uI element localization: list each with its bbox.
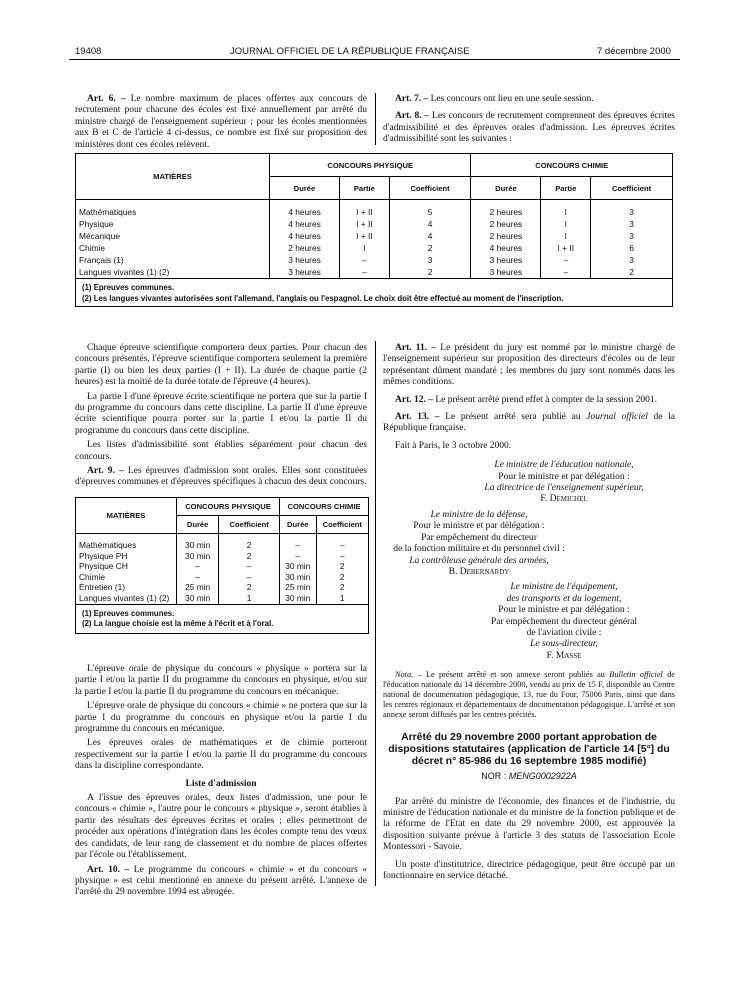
left-column-text-a [75, 343, 367, 489]
table-row [76, 551, 369, 562]
t2-cell: – [219, 561, 280, 572]
nor-label: NOR : [481, 771, 507, 782]
t2-cell: 30 min [177, 551, 219, 562]
t2-cell: 25 min [280, 582, 316, 593]
paragraph: L'épreuve orale de physique du concours « chimie » ne portera que sur la partie I du programme du concours en physique et/ou la partie I du programme du concours en mécanique. [75, 701, 367, 735]
oral-exams-table [75, 497, 369, 634]
t1-sub-partie-p: Partie [340, 177, 390, 200]
t1-sub-coef-c: Coefficient [591, 177, 673, 200]
sig-name: F. Demichel [540, 494, 588, 505]
page-number: 19408 [75, 46, 102, 57]
art10-text: Le programme du concours « chimie » et du concours « physique » est celui mentionné en annexe du présent arrêté. L'annexe de l'arrêté du 29 novembre 1994 est abrogée. [75, 864, 368, 898]
right-column [383, 343, 675, 882]
t1-cell: 3 heures [471, 254, 541, 266]
nota [383, 670, 675, 720]
t2-cell: 30 min [280, 593, 316, 604]
table-notes [76, 604, 369, 633]
table-row [76, 593, 369, 604]
t2-sub-coef-p: Coefficient [219, 516, 280, 534]
art6-text: Le nombre maximum de places offertes aux concours de recrutement pour chacune des écoles est fixé annuellement par arrêté du ministre chargé de l'enseignement supérieur ; pour les écoles mentionnées aux B et C de l'article 4 ci-dessus, ce nombre est fixé sur proposition des ministères dont ces écoles relèvent. [75, 94, 368, 150]
paragraph: Les listes d'admissibilité sont établies séparément pour chacun des concours. [75, 440, 367, 462]
fait-a-paris: Fait à Paris, le 3 octobre 2000. [395, 440, 512, 451]
sig-line: Le ministre de l'éducation nationale, [494, 460, 634, 471]
t2-cell-matiere: Chimie [76, 572, 177, 583]
t1-cell: 3 [591, 218, 673, 230]
t1-cell: – [541, 254, 591, 266]
t1-cell: 3 heures [270, 254, 340, 266]
art6-label: Art. 6. – [87, 94, 126, 104]
t2-col-matieres: MATIÈRES [76, 498, 177, 534]
t2-note-1: (1) Epreuves communes. [82, 608, 175, 618]
nota-label: Nota. [395, 670, 414, 680]
art8-text: Les concours de recrutement comprennent des épreuves écrites d'admissibilité et des épreuves orales d'admission. Les épreuves écrites d'admissibilité sont les suivantes : [383, 111, 675, 145]
t1-cell: I [541, 218, 591, 230]
articles-7-8 [383, 94, 675, 146]
t1-cell: 2 heures [471, 230, 541, 242]
t1-cell: I + II [340, 218, 390, 230]
t1-cell: I [541, 200, 591, 219]
paragraph: La partie I d'une épreuve écrite scientifique ne portera que sur la partie I du programme du concours dans cette discipline. La partie II d'une épreuve écrite scientifique pourra porter sur la partie I et/ou la partie II du programme du concours dans cette discipline. [75, 391, 367, 436]
sig-line: La contrôleuse générale des armées, [409, 555, 549, 566]
t1-cell: 3 [591, 254, 673, 266]
sig-line: Pour le ministre et par délégation : [413, 521, 545, 532]
header-rule [69, 59, 680, 60]
sig-line: La directrice de l'enseignement supérieur, [484, 483, 644, 494]
paragraph: A l'issue des épreuves orales, deux listes d'admission, une pour le concours « chimie », l'autre pour le concours « physique », seront établies à partir des résultats des épreuves écrites et orales ; elles permettront de procéder aux opérations d'intégration dans les écoles compte tenu des vœux des candidats, de leur rang de classement et du nombre de places offertes par l'école ou l'établissement. [75, 793, 367, 861]
paragraph: Un poste d'institutrice, directrice pédagogique, peut être occupé par un fonctionnaire en service détaché. [383, 859, 675, 881]
paragraph: Chaque épreuve scientifique comportera deux parties. Pour chacun des concours présentés, l'épreuve scientifique comportera seulement la première partie (I) ou bien les deux parties (I + II). La durée de chaque partie (2 heures) est la moitié de la durée totale de l'épreuve (4 heures). [75, 343, 367, 388]
table-row [76, 218, 673, 230]
t2-sub-duree-c: Durée [280, 516, 316, 534]
t2-cell: 2 [219, 534, 280, 551]
t1-cell: – [340, 266, 390, 279]
art7-text: Les concours ont lieu en une seule session. [430, 94, 594, 104]
t1-note-1: (1) Epreuves communes. [82, 283, 175, 292]
sig-line: de l'aviation civile : [526, 627, 602, 638]
t2-cell: 25 min [177, 582, 219, 593]
issue-date: 7 décembre 2000 [597, 46, 671, 57]
table-row [76, 200, 673, 219]
sig-line: Pour le ministre et par délégation : [498, 471, 630, 482]
t2-cell: 1 [316, 593, 369, 604]
sig-line: Le ministre de l'équipement, [510, 582, 618, 593]
art7-label: Art. 7. – [395, 94, 429, 104]
t1-note-2: (2) Les langues vivantes autorisées sont l'allemand, l'anglais ou l'espagnol. Le choix doit être effectué au moment de l'inscription. [82, 293, 564, 303]
art13-text-a: Le présent arrêté sera publié au [445, 412, 581, 423]
t2-cell: 2 [219, 551, 280, 562]
table-row [76, 266, 673, 279]
art11-label: Art. 11. – [395, 343, 437, 353]
t1-cell: I + II [340, 230, 390, 242]
t1-sub-duree-p: Durée [270, 177, 340, 200]
art9-label: Art. 9. – [87, 466, 124, 477]
t2-cell: – [316, 551, 369, 562]
t1-cell: I + II [340, 200, 390, 219]
t1-cell: 2 heures [471, 218, 541, 230]
t1-sub-partie-c: Partie [541, 177, 591, 200]
paragraph: L'épreuve orale de physique du concours « physique » portera sur la partie I et/ou la partie II du programme du concours en physique, et/ou sur la partie I et/ou la partie II du programme du concours en mécanique. [75, 664, 367, 697]
t1-cell: 3 [591, 200, 673, 219]
t1-cell: 2 [389, 266, 471, 279]
art13-text-b: de la République française. [383, 412, 676, 434]
nota-text-a: – Le présent arrêté et son annexe seront publiés au [417, 670, 605, 680]
t1-cell: I [541, 230, 591, 242]
t2-cell-matiere: Entretien (1) [76, 582, 177, 593]
t1-cell: 4 [389, 230, 471, 242]
t1-cell: – [541, 266, 591, 279]
t1-cell: I + II [541, 242, 591, 254]
table-notes [76, 279, 673, 307]
liste-admission-heading: Liste d'admission [185, 778, 257, 789]
t1-cell: 4 heures [270, 200, 340, 219]
t1-cell: 4 heures [270, 218, 340, 230]
t2-cell: 30 min [177, 593, 219, 604]
sig-line: Pour le ministre et par délégation : [498, 605, 630, 616]
t1-cell-matiere: Langues vivantes (1) (2) [76, 266, 270, 279]
sig-line: Le sous-directeur, [530, 639, 598, 650]
art12-label: Art. 12. – [395, 394, 433, 405]
t2-cell-matiere: Mathématiques [76, 534, 177, 551]
t1-cell: 3 heures [471, 266, 541, 279]
table-row [76, 582, 369, 593]
article-6 [75, 94, 367, 151]
art11-text: Le président du jury est nommé par le ministre chargé de l'enseignement supérieur sur proposition des directeurs d'écoles ou de leur représentant dûment mandaté ; les membres du jury sont nommés dans les mêmes conditions. [383, 343, 675, 388]
t2-cell: – [280, 534, 316, 551]
t1-group-physique: CONCOURS PHYSIQUE [270, 154, 471, 177]
t1-cell: I [340, 242, 390, 254]
t1-sub-coef-p: Coefficient [389, 177, 471, 200]
t1-cell: 2 heures [270, 242, 340, 254]
section-title: Arrêté du 29 novembre 2000 portant approbation de dispositions statutaires (application de l'article 14 [5°] du décret n° 85-986 du 16 septembre 1985 modifié) [388, 732, 670, 768]
t2-cell: 2 [316, 561, 369, 572]
art13-label: Art. 13. – [395, 412, 440, 423]
t1-group-chimie: CONCOURS CHIMIE [471, 154, 673, 177]
t2-cell: 2 [219, 582, 280, 593]
t1-cell: 3 [591, 230, 673, 242]
t1-cell-matiere: Français (1) [76, 254, 270, 266]
sig-line: Le ministre de la défense, [430, 509, 528, 520]
column-separator-top [375, 93, 376, 145]
t2-cell: 30 min [177, 534, 219, 551]
t2-cell: 30 min [280, 572, 316, 583]
t2-sub-coef-c: Coefficient [316, 516, 369, 534]
t1-cell: 5 [389, 200, 471, 219]
t2-cell: – [280, 551, 316, 562]
t1-cell: 3 [389, 254, 471, 266]
art12-text: Le présent arrêté prend effet à compter de la session 2001. [435, 394, 658, 405]
t1-cell-matiere: Chimie [76, 242, 270, 254]
table-row [76, 254, 673, 266]
t1-cell: 4 heures [270, 230, 340, 242]
paragraph: Les épreuves orales de mathématiques et de chimie porteront respectivement sur la partie I et/ou la partie II du programme du concours dans la discipline correspondante. [75, 738, 367, 772]
t1-cell: 4 [389, 218, 471, 230]
sig-line: des transports et du logement, [506, 593, 622, 604]
t1-cell: 2 [389, 242, 471, 254]
art9-text: Les épreuves d'admission sont orales. Elles sont constituées d'épreuves communes et d'épreuves spécifiques à chacun des deux concours. [75, 466, 367, 488]
t2-group-physique: CONCOURS PHYSIQUE [177, 498, 280, 516]
nota-text-italic: Bulletin officiel [609, 670, 663, 680]
nor-value: MENG0002922A [508, 771, 577, 782]
sig-line: Par empêchement du directeur général [490, 616, 638, 627]
t2-sub-duree-p: Durée [177, 516, 219, 534]
t2-cell-matiere: Physique CH [76, 561, 177, 572]
t1-sub-duree-c: Durée [471, 177, 541, 200]
t2-group-chimie: CONCOURS CHIMIE [280, 498, 369, 516]
left-column-text-b [75, 664, 367, 899]
t2-cell-matiere: Langues vivantes (1) (2) [76, 593, 177, 604]
t2-note-2: (2) La langue choisie est la même à l'écrit et à l'oral. [82, 619, 274, 629]
sig-line: de la fonction militaire et du personnel civil : [393, 544, 565, 555]
art8-label: Art. 8. – [395, 111, 430, 122]
nor-line [383, 771, 675, 782]
t1-cell: – [340, 254, 390, 266]
t1-col-matieres: MATIÈRES [76, 154, 270, 200]
nota-text-b: de l'éducation nationale du 14 décembre 2000, vendu au prix de 15 F, disponible au Centre national de documentation pédagogique, 13, rue du Four, 75006 Paris, ainsi que dans les centres régionaux et départementaux de documentation pédagogique. L'arrêté et son annexe seront diffusés par les centres précités. [383, 670, 675, 720]
sig-name: F. Masse [546, 650, 582, 661]
signature-block-2 [383, 510, 575, 578]
t2-cell: 30 min [280, 561, 316, 572]
t1-cell: 6 [591, 242, 673, 254]
table-row [76, 561, 369, 572]
signature-block-3 [453, 582, 675, 662]
t1-cell: 3 heures [270, 266, 340, 279]
t2-cell: 1 [219, 593, 280, 604]
t1-cell-matiere: Mécanique [76, 230, 270, 242]
sig-line: Par empêchement du directeur [421, 532, 537, 543]
signature-block-1 [453, 460, 675, 506]
t2-cell: 2 [316, 582, 369, 593]
t2-cell: – [177, 572, 219, 583]
written-exams-table [75, 153, 673, 307]
art10-label: Art. 10. – [87, 864, 130, 875]
journal-title: JOURNAL OFFICIEL DE LA RÉPUBLIQUE FRANÇAISE [230, 46, 470, 57]
t2-cell: – [316, 534, 369, 551]
art13-text-italic: Journal officiel [586, 412, 648, 423]
t1-cell: 2 heures [471, 200, 541, 219]
t1-cell-matiere: Physique [76, 218, 270, 230]
table-row [76, 242, 673, 254]
t1-cell-matiere: Mathématiques [76, 200, 270, 219]
t1-cell: 2 [591, 266, 673, 279]
table-row [76, 534, 369, 551]
sig-name: B. Debernardy [448, 566, 510, 577]
t2-cell: 2 [316, 572, 369, 583]
t2-cell: – [177, 561, 219, 572]
table-row [76, 230, 673, 242]
table-row [76, 572, 369, 583]
t2-cell-matiere: Physique PH [76, 551, 177, 562]
paragraph: Par arrêté du ministre de l'économie, des finances et de l'industrie, du ministre de l'éducation nationale et du ministre de la fonction publique et de la réforme de l'Etat en date du 29 novembre 2000, est approuvée la disposition suivante prévue à l'article 3 des statuts de l'association Ecole Montessori - Savoie. [383, 796, 675, 853]
t1-cell: 4 heures [471, 242, 541, 254]
column-separator-bottom [375, 341, 376, 886]
t2-cell: – [219, 572, 280, 583]
